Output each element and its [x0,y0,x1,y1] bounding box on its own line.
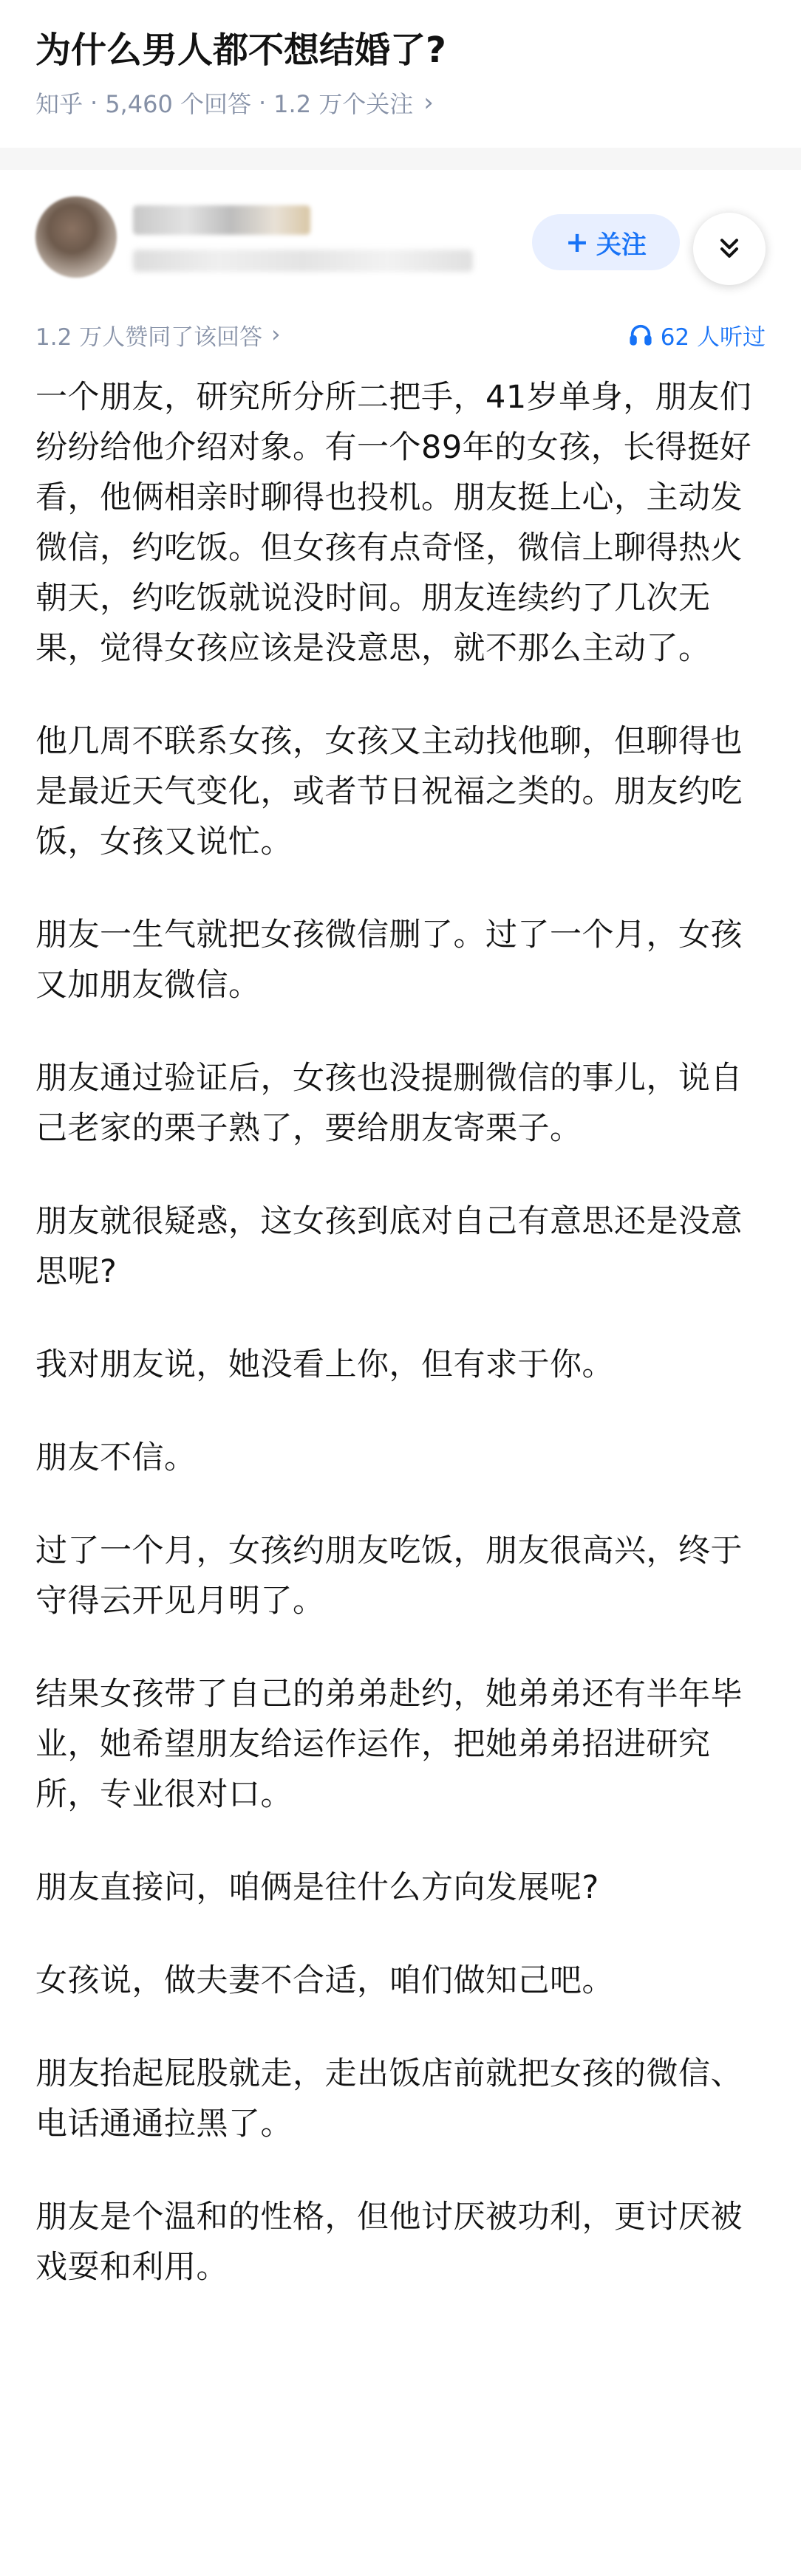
listen-link[interactable] [628,318,766,352]
answer-paragraph: 朋友就很疑惑，这女孩到底对自己有意思还是没意思呢? [35,1203,743,1290]
expand-button[interactable] [693,213,766,285]
source-label: 知乎 [35,90,83,118]
answer-stats [0,303,801,366]
answer-paragraph: 一个朋友，研究所分所二把手，41岁单身，朋友们纷纷给他介绍对象。有一个89年的女孩，长得挺好看，他俩相亲时聊得也投机。朋友挺上心，主动发微信，约吃饭。但女孩有点奇怪，微信上聊得热火朝天，约吃饭就说没时间。朋友连续约了几次无果，觉得女孩应该是没意思，就不那么主动了。 [35,379,752,667]
answer-paragraph: 我对朋友说，她没看上你，但有求于你。 [35,1346,614,1383]
section-divider [0,148,801,170]
listen-text: 62 人听过 [660,323,766,351]
avatar[interactable] [35,196,117,278]
answer-paragraph: 朋友直接问，咱俩是往什么方向发展呢? [35,1869,599,1906]
question-title[interactable]: 为什么男人都不想结婚了? [35,30,446,71]
double-chevron-down-icon [715,234,744,264]
followers-count: 1.2 万个关注 [273,90,414,118]
answer-paragraph: 结果女孩带了自己的弟弟赴约，她弟弟还有半年毕业，她希望朋友给运作运作，把她弟弟招进研究所，专业很对口。 [35,1676,743,1813]
chevron-right-icon: › [423,88,434,117]
answer-paragraph: 朋友是个温和的性格，但他讨厌被功利，更讨厌被戏耍和利用。 [35,2199,743,2286]
headphones-icon [628,322,653,347]
question-meta[interactable] [35,86,766,120]
likes-text: 1.2 万人赞同了该回答 [35,323,263,351]
answer-content [0,366,801,2292]
answer-paragraph: 过了一个月，女孩约朋友吃饭，朋友很高兴，终于守得云开见月明了。 [35,1532,743,1620]
plus-icon: + [565,226,589,258]
answer-paragraph: 朋友通过验证后，女孩也没提删微信的事儿，说自己老家的栗子熟了，要给朋友寄栗子。 [35,1060,743,1147]
author-name-blurred[interactable] [133,205,310,235]
answer-paragraph: 朋友一生气就把女孩微信删了。过了一个月，女孩又加朋友微信。 [35,917,743,1004]
chevron-right-icon: › [271,321,281,348]
follow-label: 关注 [596,230,647,260]
author-bar [0,170,801,303]
meta-separator: · [90,89,98,117]
answers-count: 5,460 个回答 [105,90,251,118]
likes-link[interactable] [35,318,281,352]
answer-paragraph: 朋友不信。 [35,1439,197,1476]
meta-separator: · [258,89,267,117]
answer-paragraph: 他几周不联系女孩，女孩又主动找他聊，但聊得也是最近天气变化，或者节日祝福之类的。朋友约吃饭，女孩又说忙。 [35,723,743,860]
follow-button[interactable] [532,214,680,270]
author-bio-blurred [133,250,473,272]
answer-paragraph: 女孩说，做夫妻不合适，咱们做知己吧。 [35,1962,614,1999]
answer-paragraph: 朋友抬起屁股就走，走出饭店前就把女孩的微信、电话通通拉黑了。 [35,2055,743,2142]
question-header [0,0,801,148]
